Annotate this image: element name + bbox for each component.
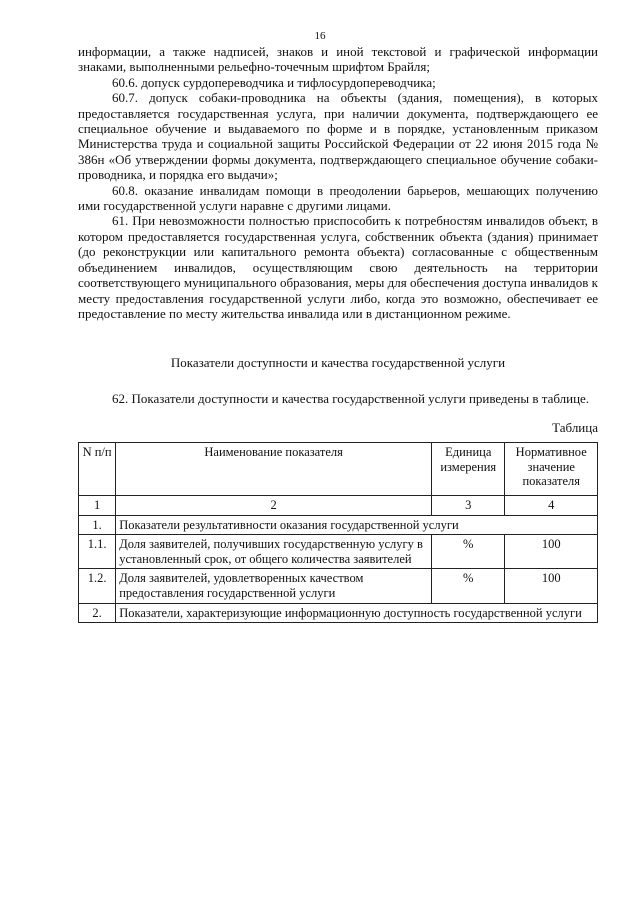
body-text <box>78 44 598 321</box>
paragraph-60-7: 60.7. допуск собаки-проводника на объекты (здания, помещения), в которых предоставляется государственная услуга, при наличии документа, подтверждающего ее специальное обучение и выдаваемого по форме и в порядке, установленным приказом Министерства труда и социальной защиты Российской Федерации от 22 июня 2015 года № 386н «Об утверждении формы документа, подтверждающего специальное обучение собаки-проводника, и порядка его выдачи»; <box>78 90 598 183</box>
row-num: 1.2. <box>79 569 116 603</box>
page-number: 16 <box>314 30 326 42</box>
row-norm: 100 <box>505 569 598 603</box>
paragraph-61: 61. При невозможности полностью приспособить к потребностям инвалидов объект, в котором предоставляется государственная услуга, собственник объекта (здания) принимает (до реконструкции или капитального ремонта объекта) согласованные с общественным объединением инвалидов, осуществляющим свою деятельность на территории соответствующего муниципального образования, меры для обеспечения доступа инвалидов к месту предоставления государственной услуги либо, когда это возможно, обеспечивает ее предоставление по месту жительства инвалида или в дистанционном режиме. <box>78 213 598 321</box>
index-cell: 2 <box>116 496 432 516</box>
row-unit: % <box>432 535 505 569</box>
row-num: 1.1. <box>79 535 116 569</box>
header-num: N п/п <box>79 443 116 496</box>
table-header-row <box>79 443 598 496</box>
table-row <box>79 535 598 569</box>
table-caption: Таблица <box>552 420 598 435</box>
intro-block <box>78 391 598 406</box>
index-cell: 3 <box>432 496 505 516</box>
table-row <box>79 569 598 603</box>
table-row <box>79 603 598 623</box>
paragraph-60-6: 60.6. допуск сурдопереводчика и тифлосурдопереводчика; <box>112 74 436 90</box>
index-cell: 1 <box>79 496 116 516</box>
row-section-title: Показатели, характеризующие информационную доступность государственной услуги <box>116 603 598 623</box>
row-name: Доля заявителей, получивших государственную услугу в установленный срок, от общего количества заявителей <box>116 535 432 569</box>
header-name: Наименование показателя <box>116 443 432 496</box>
row-section-title: Показатели результативности оказания государственной услуги <box>116 515 598 535</box>
header-norm: Нормативное значение показателя <box>505 443 598 496</box>
row-num: 2. <box>79 603 116 623</box>
header-unit: Единица измерения <box>432 443 505 496</box>
table-index-row <box>79 496 598 516</box>
row-unit: % <box>432 569 505 603</box>
table-row <box>79 515 598 535</box>
index-cell: 4 <box>505 496 598 516</box>
indicators-table <box>78 442 598 623</box>
section-heading: Показатели доступности и качества государственной услуги <box>170 355 506 370</box>
paragraph-62: 62. Показатели доступности и качества государственной услуги приведены в таблице. <box>112 391 590 406</box>
row-num: 1. <box>79 515 116 535</box>
row-name: Доля заявителей, удовлетворенных качеством предоставления государственной услуги <box>116 569 432 603</box>
row-norm: 100 <box>505 535 598 569</box>
paragraph-continuation: информации, а также надписей, знаков и иной текстовой и графической информации знаками, выполненными рельефно-точечным шрифтом Брайля; <box>78 44 598 75</box>
paragraph-60-8: 60.8. оказание инвалидам помощи в преодолении барьеров, мешающих получению ими государственной услуги наравне с другими лицами. <box>78 182 598 214</box>
